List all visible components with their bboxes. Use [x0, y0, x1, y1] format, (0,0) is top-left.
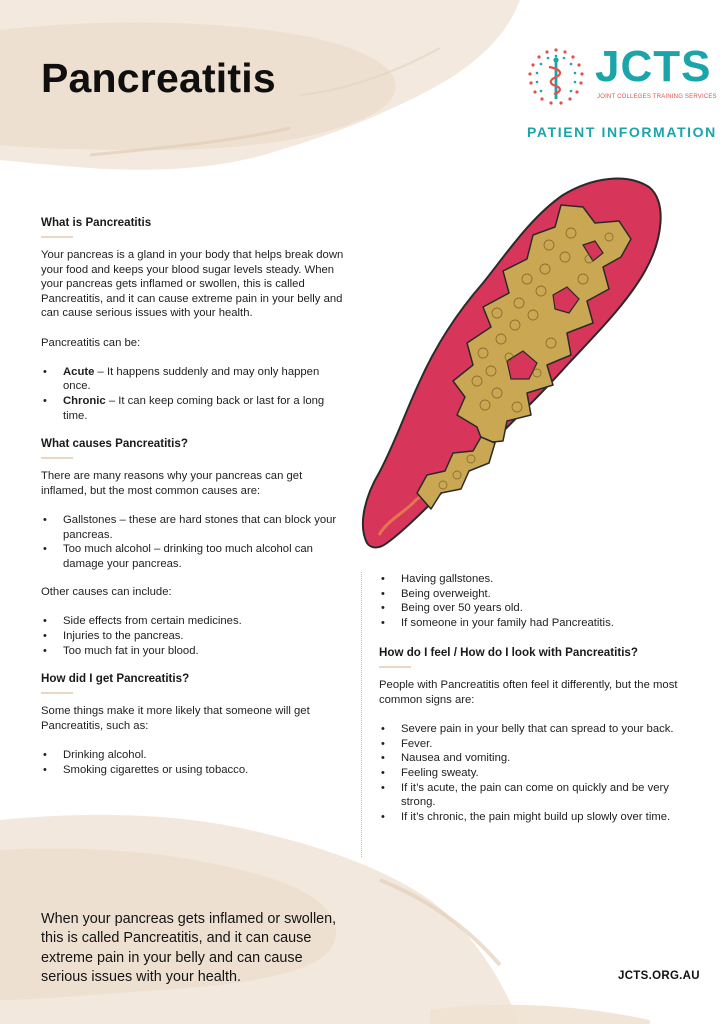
list-item: • Nausea and vomiting. [379, 751, 684, 766]
types-intro: Pancreatitis can be: [41, 336, 141, 349]
list-item: • Being over 50 years old. [379, 601, 684, 616]
section-heading-how-get: How did I get Pancreatitis? [41, 672, 190, 686]
type-term: Acute [63, 365, 95, 378]
risk-factors-list [41, 748, 346, 777]
heading-rule [379, 666, 411, 668]
website-link[interactable]: JCTS.ORG.AU [618, 970, 700, 982]
list-item: • Too much alcohol – drinking too much alcohol can damage your pancreas. [41, 542, 346, 571]
logo-name: JCTS [595, 42, 712, 91]
logo-subtitle: JOINT COLLEGES TRAINING SERVICES [597, 94, 717, 100]
list-item: • If it’s acute, the pain can come on quickly and be very strong. [379, 781, 684, 810]
caduceus-icon [527, 47, 585, 107]
symptoms-body: People with Pancreatitis often feel it differently, but the most common signs are: [379, 679, 678, 706]
section-heading-causes: What causes Pancreatitis? [41, 437, 188, 451]
how-get-body: Some things make it more likely that someone will get Pancreatitis, such as: [41, 705, 310, 732]
pancreas-illustration [357, 175, 669, 555]
list-item [41, 394, 346, 423]
list-item: • Too much fat in your blood. [41, 644, 346, 659]
list-item: • Smoking cigarettes or using tobacco. [41, 763, 346, 778]
section-heading-what-is: What is Pancreatitis [41, 216, 152, 229]
other-causes-list [41, 614, 346, 658]
column-divider [361, 572, 362, 857]
list-item: • Feeling sweaty. [379, 766, 684, 781]
what-is-body: Your pancreas is a gland in your body that helps break down your food and keeps your blood sugar levels steady. When your pancreas gets inflamed or swollen, this is called Pancreatitis, and it can cause extreme pain in your belly and can cause serious issues with your health. [41, 249, 344, 320]
list-item: • Side effects from certain medicines. [41, 614, 346, 629]
type-desc: – It happens suddenly and may only happen once. [63, 365, 320, 393]
symptoms-list [379, 722, 684, 824]
logo-tagline: PATIENT INFORMATION [527, 124, 717, 140]
common-causes-list [41, 513, 346, 571]
left-column [41, 216, 346, 791]
list-item: • If someone in your family had Pancreatitis. [379, 616, 684, 631]
list-item: • Fever. [379, 737, 684, 752]
list-item: • If it’s chronic, the pain might build up slowly over time. [379, 810, 684, 825]
types-list [41, 365, 346, 423]
type-term: Chronic [63, 394, 106, 407]
list-item: • Injuries to the pancreas. [41, 629, 346, 644]
list-item [41, 365, 346, 394]
list-item: • Severe pain in your belly that can spread to your back. [379, 722, 684, 737]
footer-quote: When your pancreas gets inflamed or swollen, this is called Pancreatitis, and it can cause extreme pain in your belly and can cause serious issues with your health. [41, 911, 337, 985]
heading-rule [41, 236, 73, 238]
page-title: Pancreatitis [41, 55, 276, 101]
heading-rule [41, 457, 73, 459]
risk-factors-continued-list [379, 572, 684, 630]
heading-rule [41, 692, 73, 694]
list-item: • Being overweight. [379, 587, 684, 602]
section-heading-symptoms: How do I feel / How do I look with Pancreatitis? [379, 646, 638, 660]
list-item: • Having gallstones. [379, 572, 684, 587]
jcts-logo [527, 42, 717, 147]
right-column [379, 572, 684, 838]
list-item: • Drinking alcohol. [41, 748, 346, 763]
type-desc: – It can keep coming back or last for a long time. [63, 394, 325, 422]
list-item: • Gallstones – these are hard stones that can block your pancreas. [41, 513, 346, 542]
causes-body: There are many reasons why your pancreas can get inflamed, but the most common causes are: [41, 470, 303, 497]
other-causes-intro: Other causes can include: [41, 586, 172, 599]
